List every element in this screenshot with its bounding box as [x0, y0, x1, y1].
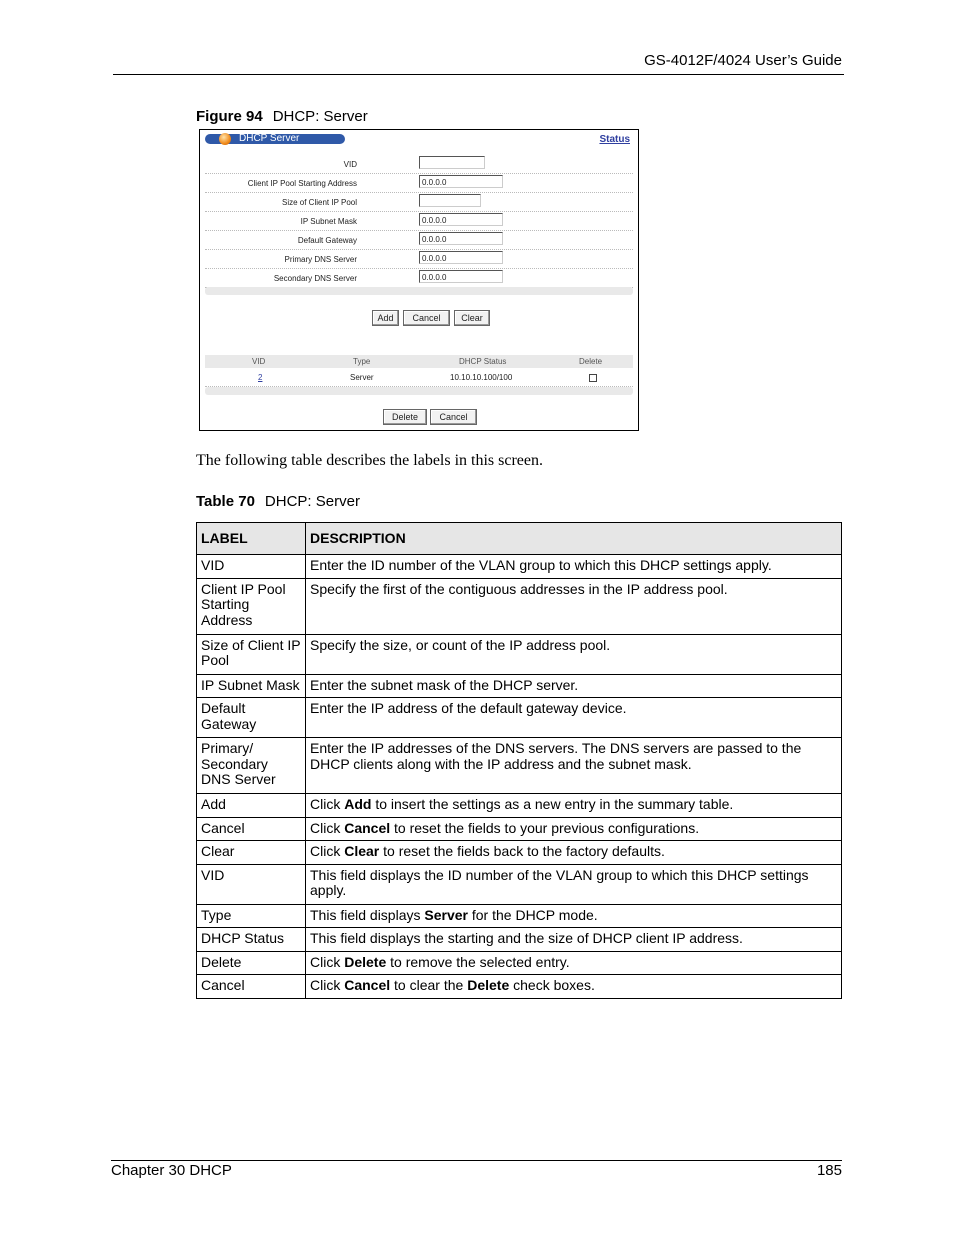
table-row	[197, 698, 842, 738]
summary-vid-link[interactable]: 2	[258, 373, 263, 382]
table-title: DHCP: Server	[264, 493, 360, 510]
row-description: This field displays the starting and the size of DHCP client IP address.	[306, 928, 842, 952]
description-column-header: DESCRIPTION	[306, 523, 842, 555]
footer-page-number: 185	[816, 1162, 842, 1179]
row-label: Type	[197, 904, 306, 928]
summary-cancel-button[interactable]: Cancel	[430, 409, 477, 425]
table-header-row	[197, 523, 842, 555]
screen-title-bar	[205, 134, 345, 144]
row-label: Clear	[197, 841, 306, 865]
row-description: Click Clear to reset the fields back to the factory defaults.	[306, 841, 842, 865]
subnet-mask-input[interactable]: 0.0.0.0	[419, 213, 503, 226]
row-description: Click Cancel to clear the Delete check boxes.	[306, 975, 842, 999]
table-row	[197, 975, 842, 999]
row-description: This field displays the ID number of the VLAN group to which this DHCP settings apply.	[306, 864, 842, 904]
gateway-row	[205, 231, 633, 250]
delete-button[interactable]: Delete	[383, 409, 427, 425]
figure-number: Figure 94	[196, 108, 263, 125]
row-description: Enter the IP address of the default gateway device.	[306, 698, 842, 738]
summary-delete-checkbox[interactable]	[589, 374, 597, 382]
figure-caption	[196, 108, 368, 125]
summary-separator	[205, 387, 633, 395]
vid-row	[205, 155, 633, 174]
row-label: IP Subnet Mask	[197, 674, 306, 698]
table-row	[197, 951, 842, 975]
summary-header-vid: VID	[252, 357, 266, 366]
gateway-label: Default Gateway	[297, 236, 357, 245]
form-separator	[205, 287, 633, 295]
figure-title: DHCP: Server	[272, 108, 368, 125]
header-rule	[113, 74, 844, 75]
table-row	[197, 928, 842, 952]
table-row	[197, 864, 842, 904]
pool-start-label: Client IP Pool Starting Address	[247, 179, 357, 188]
row-label: Delete	[197, 951, 306, 975]
subnet-mask-row	[205, 212, 633, 231]
table-row	[197, 904, 842, 928]
row-label: Cancel	[197, 975, 306, 999]
table-row	[197, 794, 842, 818]
pool-size-row	[205, 193, 633, 212]
table-row	[197, 634, 842, 674]
subnet-mask-label: IP Subnet Mask	[300, 217, 357, 226]
summary-type: Server	[350, 373, 374, 382]
summary-header-type: Type	[353, 357, 371, 366]
orange-ball-icon	[219, 133, 231, 145]
add-button[interactable]: Add	[372, 310, 399, 326]
label-column-header: LABEL	[197, 523, 306, 555]
table-row	[197, 578, 842, 634]
table-caption	[196, 493, 360, 510]
row-description: This field displays Server for the DHCP mode.	[306, 904, 842, 928]
secondary-dns-input[interactable]: 0.0.0.0	[419, 270, 503, 283]
secondary-dns-row	[205, 269, 633, 288]
row-label: Cancel	[197, 817, 306, 841]
summary-header-status: DHCP Status	[459, 357, 507, 366]
status-link[interactable]: Status	[599, 134, 630, 145]
cancel-button[interactable]: Cancel	[403, 310, 450, 326]
summary-status: 10.10.10.100/100	[450, 373, 513, 382]
primary-dns-input[interactable]: 0.0.0.0	[419, 251, 503, 264]
row-description: Specify the size, or count of the IP address pool.	[306, 634, 842, 674]
dhcp-server-screenshot	[199, 129, 639, 431]
primary-dns-row	[205, 250, 633, 269]
row-label: Client IP Pool Starting Address	[197, 578, 306, 634]
row-description: Specify the first of the contiguous addresses in the IP address pool.	[306, 578, 842, 634]
row-label: Size of Client IP Pool	[197, 634, 306, 674]
intro-text: The following table describes the labels in this screen.	[196, 452, 544, 469]
pool-size-input[interactable]	[419, 194, 481, 207]
table-row	[197, 674, 842, 698]
table-row	[197, 555, 842, 579]
row-description: Click Cancel to reset the fields to your previous configurations.	[306, 817, 842, 841]
row-description: Enter the subnet mask of the DHCP server.	[306, 674, 842, 698]
pool-start-input[interactable]: 0.0.0.0	[419, 175, 503, 188]
row-label: VID	[197, 864, 306, 904]
row-description: Click Delete to remove the selected entry.	[306, 951, 842, 975]
table-row	[197, 817, 842, 841]
table-row	[205, 371, 633, 387]
footer-rule	[111, 1160, 842, 1161]
row-label: VID	[197, 555, 306, 579]
gateway-input[interactable]: 0.0.0.0	[419, 232, 503, 245]
footer-chapter: Chapter 30 DHCP	[111, 1162, 232, 1179]
table-row	[197, 841, 842, 865]
table-row	[197, 738, 842, 794]
row-description: Enter the IP addresses of the DNS servers. The DNS servers are passed to the DHCP clients along with the IP address and the subnet mask.	[306, 738, 842, 794]
guide-title: GS-4012F/4024 User’s Guide	[644, 52, 842, 69]
row-label: Default Gateway	[197, 698, 306, 738]
table-number: Table 70	[196, 493, 255, 510]
clear-button[interactable]: Clear	[454, 310, 490, 326]
row-label: Primary/ Secondary DNS Server	[197, 738, 306, 794]
primary-dns-label: Primary DNS Server	[284, 255, 357, 264]
secondary-dns-label: Secondary DNS Server	[273, 274, 357, 283]
screen-title: DHCP Server	[239, 133, 300, 144]
summary-header-delete: Delete	[579, 357, 603, 366]
row-description: Enter the ID number of the VLAN group to which this DHCP settings apply.	[306, 555, 842, 579]
summary-header	[205, 355, 633, 368]
pool-size-label: Size of Client IP Pool	[281, 198, 357, 207]
row-label: Add	[197, 794, 306, 818]
pool-start-row	[205, 174, 633, 193]
vid-label: VID	[343, 160, 357, 169]
vid-input[interactable]	[419, 156, 485, 169]
label-description-table	[196, 522, 842, 999]
row-description: Click Add to insert the settings as a new entry in the summary table.	[306, 794, 842, 818]
row-label: DHCP Status	[197, 928, 306, 952]
